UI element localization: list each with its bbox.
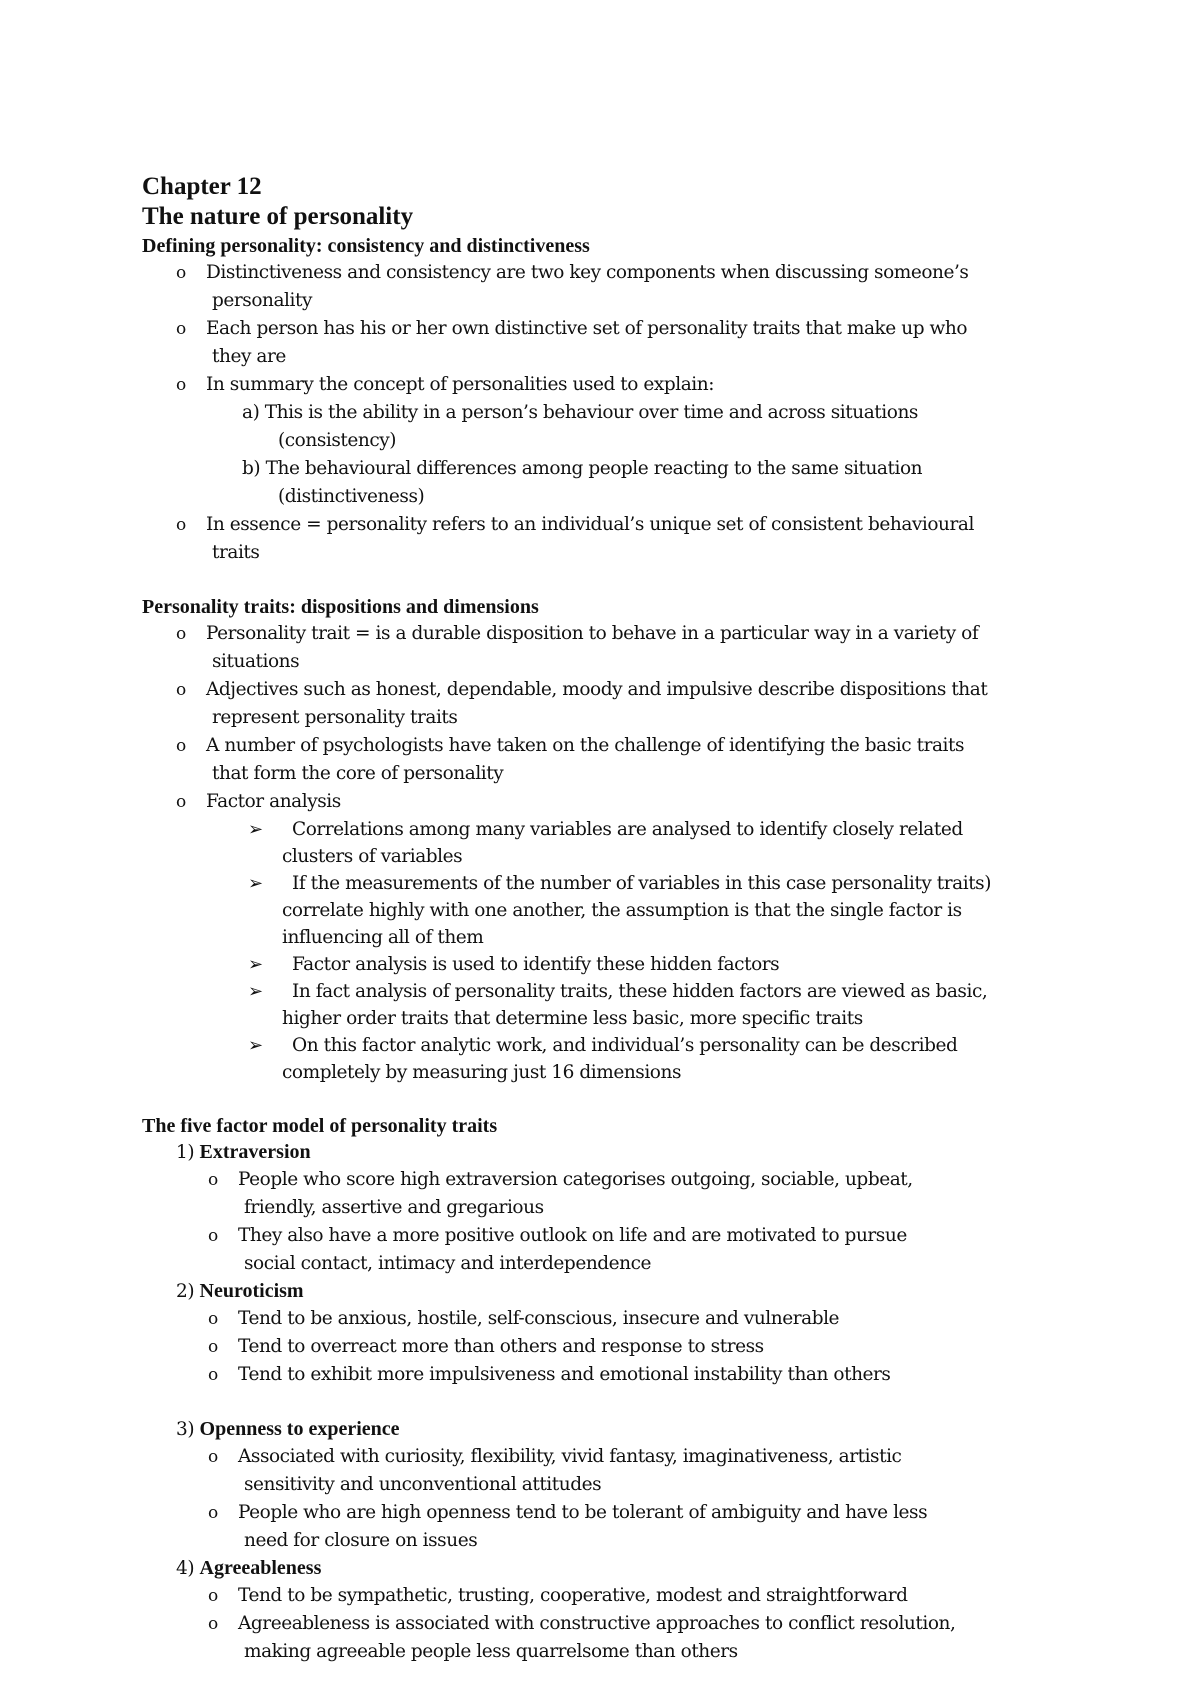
circle-bullet-icon: o (208, 1447, 218, 1467)
five-factor-list (142, 1416, 1042, 1443)
list-item: o They also have a more positive outlook on life and are motivated to pursue social contact, intimacy and interdependence (208, 1222, 1042, 1278)
circle-bullet-icon: o (208, 1586, 218, 1606)
agreeableness-bullets (142, 1582, 1042, 1666)
list-item: o Factor analysis (176, 788, 1042, 816)
factor-extraversion: 1) Extraversion (176, 1141, 311, 1163)
list-item: o A number of psychologists have taken on the challenge of identifying the basic traits that form the core of personality (176, 732, 1042, 788)
list-item: o Personality trait = is a durable disposition to behave in a particular way in a variety of situations (176, 620, 1042, 676)
list-item: o People who score high extraversion categorises outgoing, sociable, upbeat, friendly, assertive and gregarious (208, 1166, 1042, 1222)
list-item: o Agreeableness is associated with constructive approaches to conflict resolution, making agreeable people less quarrelsome than others (208, 1610, 1042, 1666)
factor-analysis-sublist (142, 816, 1042, 1086)
circle-bullet-icon: o (208, 1614, 218, 1634)
list-item: ➢ Correlations among many variables are analysed to identify closely related clusters of variables (248, 816, 1042, 870)
five-factor-list (142, 1555, 1042, 1582)
list-item: o In summary the concept of personalities used to explain: a) This is the ability in a person’s behaviour over time and across situations (consistency) b) The behavioural differences among people reacting to the same situation (distinctiveness) (176, 371, 1042, 511)
document-content (142, 172, 1042, 1666)
section-heading-five-factor-model: The five factor model of personality traits (142, 1115, 498, 1137)
arrow-bullet-icon: ➢ (248, 873, 263, 894)
list-item: o Adjectives such as honest, dependable, moody and impulsive describe dispositions that represent personality traits (176, 676, 1042, 732)
list-item: a) This is the ability in a person’s behaviour over time and across situations (consistency) (242, 402, 918, 451)
extraversion-bullets (142, 1166, 1042, 1278)
list-item: o Each person has his or her own distinctive set of personality traits that make up who they are (176, 315, 1042, 371)
list-item: o In essence = personality refers to an individual’s unique set of consistent behavioural traits (176, 511, 1042, 567)
circle-bullet-icon: o (208, 1170, 218, 1190)
arrow-bullet-icon: ➢ (248, 819, 263, 840)
list-item: o Tend to overreact more than others and response to stress (208, 1333, 1042, 1361)
chapter-title: The nature of personality (142, 203, 414, 230)
factor-neuroticism: 2) Neuroticism (176, 1280, 304, 1302)
circle-bullet-icon: o (208, 1226, 218, 1246)
list-item: o Tend to exhibit more impulsiveness and emotional instability than others (208, 1361, 1042, 1389)
neuroticism-bullets (142, 1305, 1042, 1389)
alpha-sublist (206, 399, 1042, 511)
circle-bullet-icon: o (208, 1503, 218, 1523)
circle-bullet-icon: o (176, 263, 186, 283)
openness-bullets (142, 1443, 1042, 1555)
list-item: o Associated with curiosity, flexibility, vivid fantasy, imaginativeness, artistic sensitivity and unconventional attitudes (208, 1443, 1042, 1499)
list-item: ➢ If the measurements of the number of variables in this case personality traits) correlate highly with one another, the assumption is that the single factor is influencing all of them (248, 870, 1042, 951)
circle-bullet-icon: o (176, 319, 186, 339)
circle-bullet-icon: o (176, 792, 186, 812)
list-item: ➢ On this factor analytic work, and individual’s personality can be described completely by measuring just 16 dimensions (248, 1032, 1042, 1086)
list-item: o Tend to be sympathetic, trusting, cooperative, modest and straightforward (208, 1582, 1042, 1610)
section-heading-defining-personality: Defining personality: consistency and distinctiveness (142, 235, 590, 257)
circle-bullet-icon: o (176, 375, 186, 395)
list-item: b) The behavioural differences among people reacting to the same situation (distinctiveness) (242, 458, 923, 507)
list-item: ➢ Factor analysis is used to identify these hidden factors (248, 951, 1042, 978)
chapter-heading: Chapter 12 (142, 173, 262, 200)
arrow-bullet-icon: ➢ (248, 1035, 263, 1056)
cut-off-line: making agreeable people less quarrelsome than others (244, 1641, 738, 1662)
list-item: ➢ In fact analysis of personality traits, these hidden factors are viewed as basic, higher order traits that determine less basic, more specific traits (248, 978, 1042, 1032)
circle-bullet-icon: o (176, 680, 186, 700)
list-item: o Distinctiveness and consistency are two key components when discussing someone’s personality (176, 259, 1042, 315)
factor-openness: 3) Openness to experience (176, 1418, 400, 1440)
section-heading-personality-traits: Personality traits: dispositions and dimensions (142, 596, 539, 618)
five-factor-list (142, 1139, 1042, 1166)
arrow-bullet-icon: ➢ (248, 954, 263, 975)
section2-bullets (142, 620, 1042, 816)
circle-bullet-icon: o (208, 1309, 218, 1329)
circle-bullet-icon: o (176, 624, 186, 644)
arrow-bullet-icon: ➢ (248, 981, 263, 1002)
five-factor-list (142, 1278, 1042, 1305)
circle-bullet-icon: o (176, 515, 186, 535)
list-item: o Tend to be anxious, hostile, self-conscious, insecure and vulnerable (208, 1305, 1042, 1333)
circle-bullet-icon: o (208, 1337, 218, 1357)
circle-bullet-icon: o (208, 1365, 218, 1385)
section1-bullets (142, 259, 1042, 567)
factor-agreeableness: 4) Agreeableness (176, 1557, 322, 1579)
circle-bullet-icon: o (176, 736, 186, 756)
list-item: o People who are high openness tend to be tolerant of ambiguity and have less need for closure on issues (208, 1499, 1042, 1555)
